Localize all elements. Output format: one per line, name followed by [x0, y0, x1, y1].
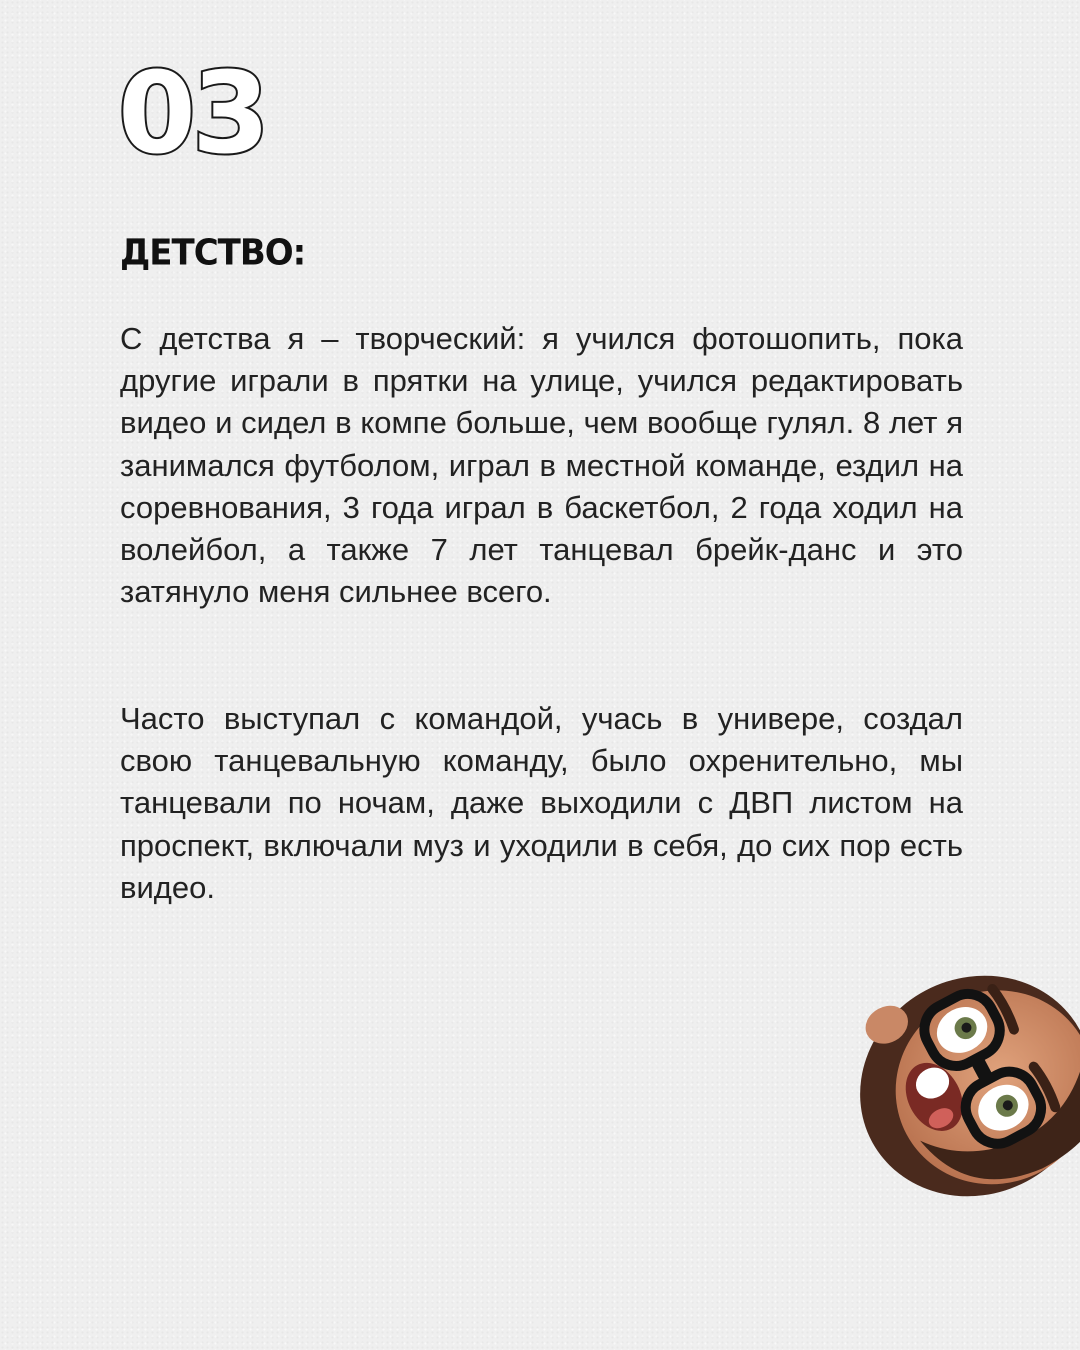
slide-number: 03 — [118, 49, 266, 179]
paragraph-dance-team: Часто выступал с командой, учась в универе, создал свою танцевальную команду, было охренительно, мы танцевали по ночам, даже выходили с ДВП листом на проспект, включали муз и уходили в себя, до сих пор есть видео. — [120, 701, 963, 905]
paragraph-childhood: С детства я – творческий: я учился фотошопить, пока другие играли в прятки на улице, учился редактировать видео и сидел в компе больше, чем вообще гулял. 8 лет я занимался футболом, играл в местной команде, ездил на соревнования, 3 года играл в баскетбол, 2 года ходил на волейбол, а также 7 лет танцевал брейк-данс и это затянуло меня сильнее всего. — [120, 321, 963, 610]
section-title: ДЕТСТВО: — [120, 232, 306, 274]
memoji-face-with-glasses-icon — [826, 958, 1080, 1214]
